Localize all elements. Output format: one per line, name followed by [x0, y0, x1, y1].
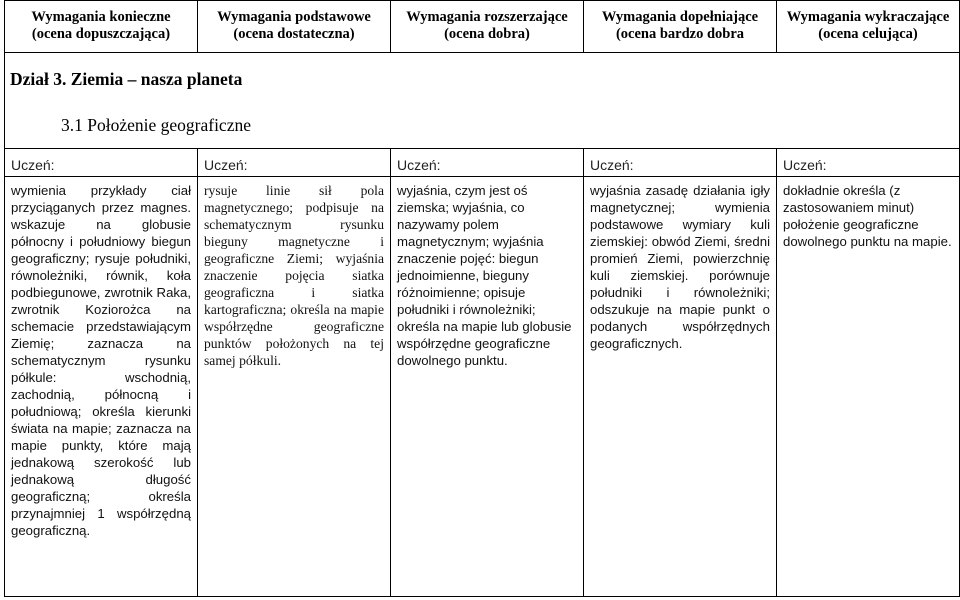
section-row	[5, 53, 960, 103]
content-rozszerzajace: wyjaśnia, czym jest oś ziemska; wyjaśnia, co nazywamy polem magnetycznym; wyjaśnia znaczenie pojęć: biegun jednoimienne, bieguny różnoimienne; opisuje południki i równoleżniki; określa na mapie lub globusie współrzędne geograficzne dowolnego punktu.	[391, 177, 584, 597]
content-dopelniajace: wyjaśnia zasadę działania igły magnetycznej; wymienia podstawowe wymiary kuli ziemskiej: obwód Ziemi, średni promień Ziemi, powierzchnię kuli ziemskiej. porównuje południki i równoleżniki; odszukuje na mapie punkt o podanych współrzędnych geograficznych.	[584, 177, 777, 597]
header-podstawowe	[198, 1, 391, 53]
student-label-col4: Uczeń:	[584, 149, 777, 177]
student-label-col1: Uczeń:	[5, 149, 198, 177]
subsection-row	[5, 103, 960, 149]
header-wykraczajace-grade: (ocena celująca)	[818, 26, 918, 42]
header-konieczne-title: Wymagania konieczne	[31, 9, 171, 25]
header-konieczne-grade: (ocena dopuszczająca)	[31, 26, 171, 42]
header-wykraczajace-title: Wymagania wykraczające	[786, 9, 950, 25]
content-wykraczajace: dokładnie określa (z zastosowaniem minut) położenie geograficzne dowolnego punktu na mapie.	[777, 177, 960, 597]
header-rozszerzajace-title: Wymagania rozszerzające	[406, 9, 568, 25]
header-podstawowe-grade: (ocena dostateczna)	[233, 26, 355, 42]
header-konieczne	[5, 1, 198, 53]
header-podstawowe-title: Wymagania podstawowe	[217, 9, 371, 25]
requirements-table	[4, 0, 960, 597]
student-label-col2: Uczeń:	[198, 149, 391, 177]
content-podstawowe: rysuje linie sił pola magnetycznego; podpisuje na schematycznym rysunku bieguny magnetyczne i geograficzne Ziemi; wyjaśnia znaczenie pojęcia siatka geograficzna i siatka kartograficzna; określa na mapie współrzędne geograficzne punktów położonych na tej samej półkuli.	[198, 177, 391, 597]
header-dopelniajace-grade: (ocena bardzo dobra	[615, 26, 745, 42]
student-label-col5: Uczeń:	[777, 149, 960, 177]
student-label-row	[5, 149, 960, 177]
header-wykraczajace	[777, 1, 960, 53]
header-rozszerzajace-grade: (ocena dobra)	[444, 26, 530, 42]
student-label-col3: Uczeń:	[391, 149, 584, 177]
section-title: Dział 3. Ziemia – nasza planeta	[5, 53, 960, 103]
header-row	[5, 1, 960, 53]
header-rozszerzajace	[391, 1, 584, 53]
header-dopelniajace	[584, 1, 777, 53]
subsection-title: 3.1 Położenie geograficzne	[5, 103, 960, 149]
content-row	[5, 177, 960, 597]
header-dopelniajace-title: Wymagania dopełniające	[601, 9, 759, 25]
content-konieczne: wymienia przykłady ciał przyciąganych przez magnes. wskazuje na globusie północny i południowy biegun geograficzny; rysuje południki, równoleżniki, równik, koła podbiegunowe, zwrotnik Raka, zwrotnik Koziorożca na schemacie przedstawiającym Ziemię; zaznacza na schematycznym rysunku półkule: wschodnią, zachodnią, północną i południową; określa kierunki świata na mapie; zaznacza na mapie punkty, które mają jednakową szerokość lub jednakową długość geograficzną; określa przynajmniej 1 współrzędną geograficzną.	[5, 177, 198, 597]
